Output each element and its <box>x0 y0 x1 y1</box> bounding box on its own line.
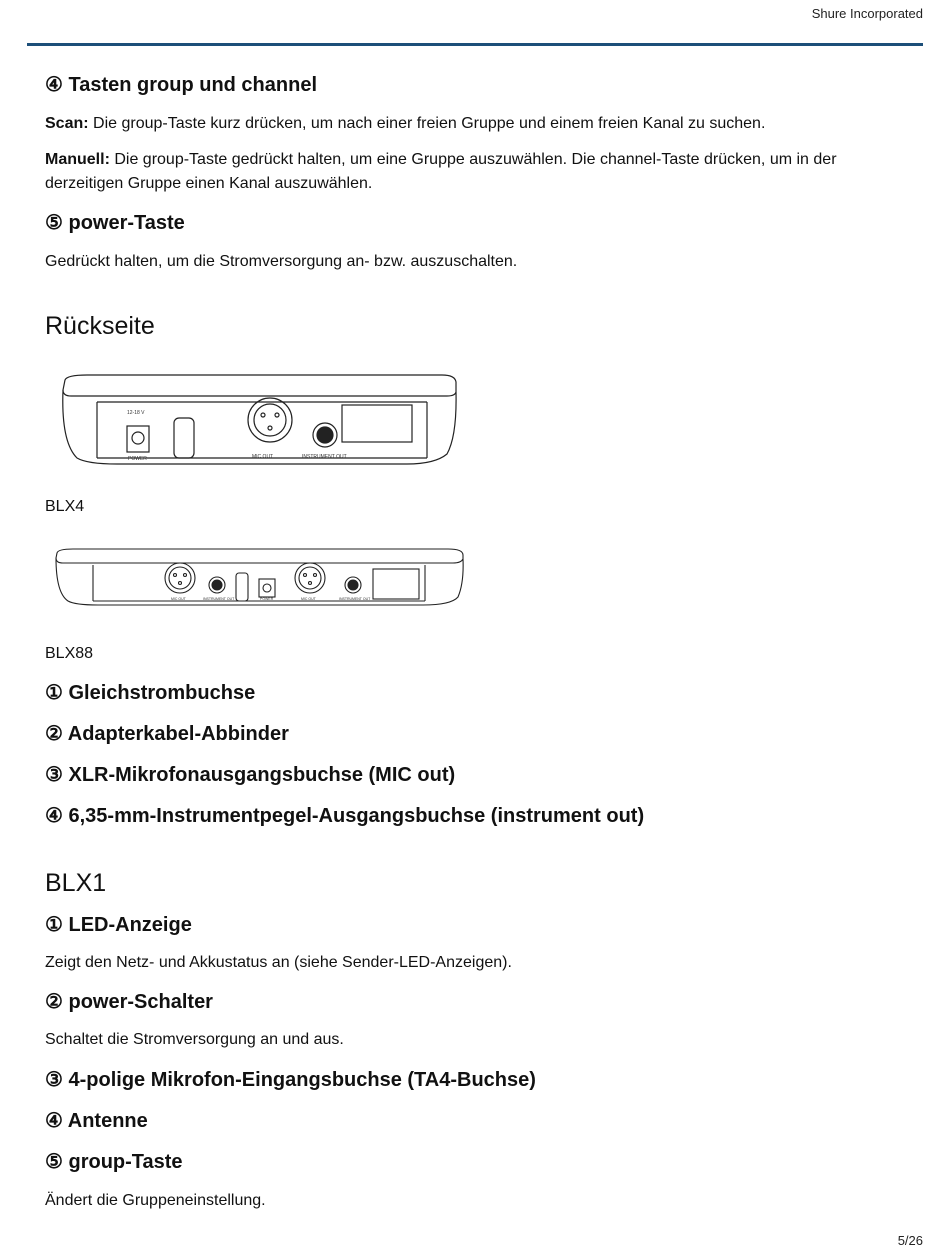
scan-label: Scan: <box>45 115 89 132</box>
keys-heading: ④ Tasten group und channel <box>45 74 318 96</box>
blx1-input-heading: ③ 4-polige Mikrofon-Eingangsbuchse (TA4-Buchse) <box>45 1069 536 1091</box>
rear-item-1: ① Gleichstrombuchse <box>45 682 256 704</box>
header-company: Shure Incorporated <box>811 6 923 21</box>
blx1-power-heading: ② power-Schalter <box>45 991 213 1013</box>
blx1-led-heading: ① LED-Anzeige <box>45 914 192 936</box>
blx4-instrument-out-label: INSTRUMENT OUT <box>302 454 347 460</box>
scan-paragraph <box>45 112 895 136</box>
blx4-dc-label: 12-18 V <box>127 410 145 416</box>
blx88-instrument-out-label-2: INSTRUMENT OUT <box>339 597 371 601</box>
blx88-rear-panel-illustration <box>53 545 468 610</box>
blx4-mic-out-label: MIC OUT <box>252 454 274 460</box>
blx88-caption: BLX88 <box>45 645 94 662</box>
rear-item-2: ② Adapterkabel-Abbinder <box>45 723 289 745</box>
blx1-power-text: Schaltet die Stromversorgung an und aus. <box>45 1031 344 1048</box>
manual-text: Die group-Taste gedrückt halten, um eine Gruppe auszuwählen. Die channel-Taste drücken, um in der derzeitigen Gruppe einen Kanal auszuwählen. <box>45 151 837 192</box>
blx1-antenna-heading: ④ Antenne <box>45 1110 148 1132</box>
blx1-heading: BLX1 <box>45 869 107 897</box>
scan-text: Die group-Taste kurz drücken, um nach einer freien Gruppe und einem freien Kanal zu suchen. <box>88 115 766 132</box>
blx1-group-text: Ändert die Gruppeneinstellung. <box>45 1192 266 1209</box>
power-text: Gedrückt halten, um die Stromversorgung an- bzw. auszuschalten. <box>45 253 518 270</box>
rear-item-4: ④ 6,35-mm-Instrumentpegel-Ausgangsbuchse (instrument out) <box>45 805 645 827</box>
blx88-instrument-out-label-1: INSTRUMENT OUT <box>203 597 235 601</box>
manual-label: Manuell: <box>45 151 110 168</box>
rear-heading: Rückseite <box>45 312 155 340</box>
blx88-mic-out-label-2: MIC OUT <box>301 597 316 601</box>
blx1-group-heading: ⑤ group-Taste <box>45 1151 183 1173</box>
blx88-power-label: POWER <box>260 597 274 601</box>
rear-item-3: ③ XLR-Mikrofonausgangsbuchse (MIC out) <box>45 764 456 786</box>
page-number: 5/26 <box>897 1233 923 1248</box>
blx4-power-label: POWER <box>128 456 147 462</box>
manual-paragraph <box>45 148 895 196</box>
blx1-led-text: Zeigt den Netz- und Akkustatus an (siehe Sender-LED-Anzeigen). <box>45 954 512 971</box>
blx4-caption: BLX4 <box>45 498 85 515</box>
header-divider <box>27 43 923 46</box>
blx88-mic-out-label-1: MIC OUT <box>171 597 186 601</box>
power-heading: ⑤ power-Taste <box>45 212 185 234</box>
blx4-rear-panel-illustration <box>57 372 472 470</box>
